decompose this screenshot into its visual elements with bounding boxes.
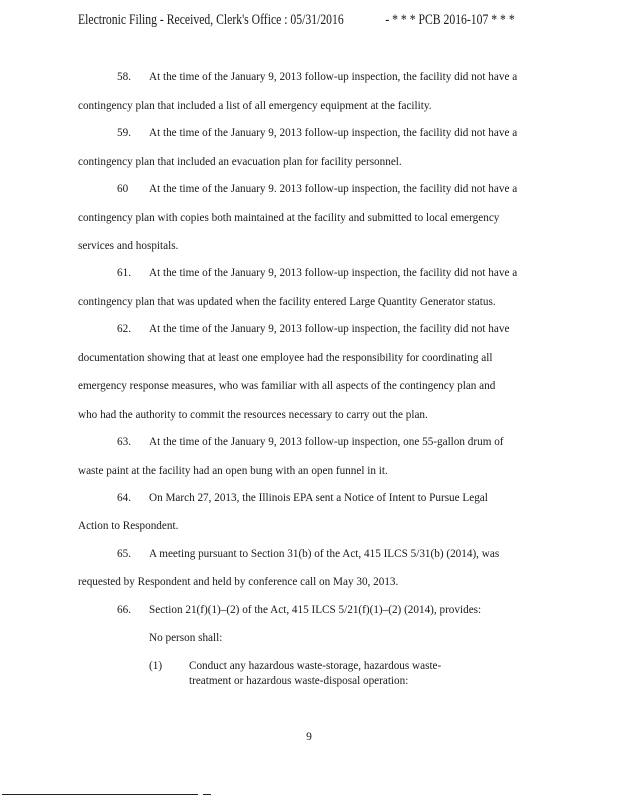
paragraph-number: 61. (117, 267, 131, 279)
filing-stamp-header (17, 12, 515, 34)
paragraph-line: contingency plan that was updated when the facility entered Large Quantity Generator status. (78, 296, 496, 308)
footer-dash (203, 794, 211, 795)
paragraph-number: 66. (117, 604, 131, 616)
paragraph-line: who had the authority to commit the resources necessary to carry out the plan. (78, 409, 428, 421)
paragraph-line: contingency plan with copies both maintained at the facility and submitted to local emergency (78, 212, 500, 224)
quote-item-line: Conduct any hazardous waste-storage, hazardous waste- (189, 660, 442, 672)
paragraph-line: services and hospitals. (78, 240, 179, 252)
paragraph-line: Action to Respondent. (78, 520, 179, 532)
paragraph-number: 62. (117, 323, 131, 335)
paragraph-line: At the time of the January 9, 2013 follow-up inspection, the facility did not have a (149, 127, 518, 139)
paragraph-number: 58. (117, 71, 131, 83)
paragraph-line: At the time of the January 9, 2013 follow-up inspection, the facility did not have (149, 323, 510, 335)
paragraph-line: At the time of the January 9, 2013 follow-up inspection, one 55-gallon drum of (149, 436, 504, 448)
paragraph-line: contingency plan that included a list of all emergency equipment at the facility. (78, 100, 432, 112)
footer-rule (2, 794, 198, 795)
quote-intro: No person shall: (149, 632, 223, 644)
filing-stamp-text: Electronic Filing - Received, Clerk's Office : 05/31/2016 (78, 12, 344, 28)
paragraph-line: documentation showing that at least one employee had the responsibility for coordinating all (78, 352, 493, 364)
paragraph-number: 63. (117, 436, 131, 448)
paragraph-number: 65. (117, 548, 131, 560)
page-number: 9 (306, 731, 312, 743)
quote-item-label: (1) (149, 660, 163, 672)
paragraph-line: contingency plan that included an evacuation plan for facility personnel. (78, 156, 402, 168)
filing-case-number: - * * * PCB 2016-107 * * * (385, 12, 515, 28)
paragraph-line: requested by Respondent and held by conference call on May 30, 2013. (78, 576, 399, 588)
paragraph-line: Section 21(f)(1)–(2) of the Act, 415 ILCS 5/21(f)(1)–(2) (2014), provides: (149, 604, 482, 616)
paragraph-line: A meeting pursuant to Section 31(b) of the Act, 415 ILCS 5/31(b) (2014), was (149, 548, 500, 560)
paragraph-number: 59. (117, 127, 131, 139)
paragraph-line: On March 27, 2013, the Illinois EPA sent a Notice of Intent to Pursue Legal (149, 492, 488, 504)
quote-item-line: treatment or hazardous waste-disposal operation: (189, 675, 409, 687)
paragraph-line: emergency response measures, who was familiar with all aspects of the contingency plan and (78, 380, 496, 392)
paragraph-line: At the time of the January 9, 2013 follow-up inspection, the facility did not have a (149, 71, 518, 83)
paragraph-line: At the time of the January 9, 2013 follow-up inspection, the facility did not have a (149, 267, 518, 279)
paragraph-number: 60 (117, 183, 129, 195)
paragraph-line: waste paint at the facility had an open bung with an open funnel in it. (78, 465, 388, 477)
paragraph-number: 64. (117, 492, 131, 504)
paragraph-line: At the time of the January 9. 2013 follow-up inspection, the facility did not have a (149, 183, 518, 195)
